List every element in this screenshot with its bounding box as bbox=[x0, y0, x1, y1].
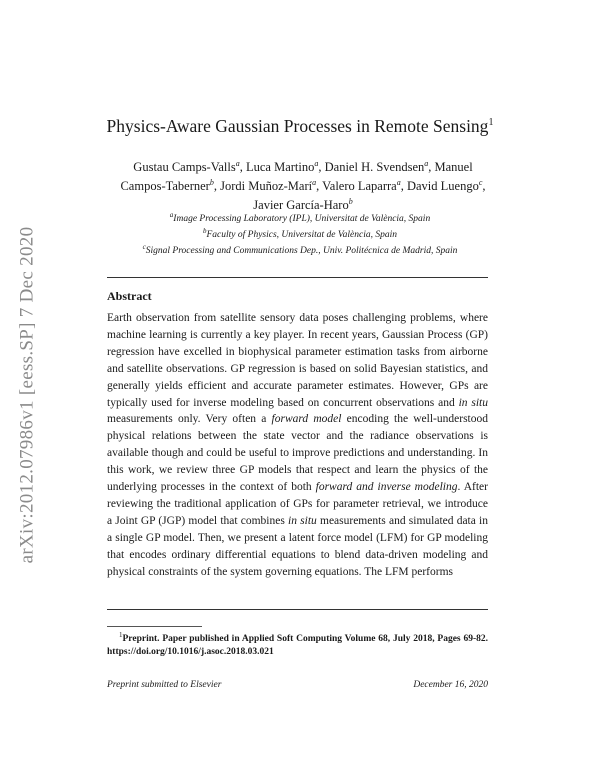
affiliation-mark: b bbox=[203, 227, 207, 236]
footnote-rule bbox=[107, 626, 202, 627]
affiliation-text: Signal Processing and Communications Dep., Univ. Politécnica de Madrid, Spain bbox=[145, 246, 458, 257]
abstract-text: measurements and simulated data in a single GP model. Then, we present a latent force model (LFM) for GP modeling that encodes ordinary differential equations to blend data-driven modeling and physical constraints of the system governing equations. The LFM performs bbox=[107, 514, 488, 578]
paper-title-text: Physics-Aware Gaussian Processes in Remote Sensing bbox=[106, 116, 489, 136]
author-name: Manuel Campos-Taberner bbox=[120, 160, 473, 194]
author bbox=[133, 160, 239, 174]
abstract-text: encoding the well-understood physical relations between the state vector and the radiance observations is available though and could be useful to improve predictions and understanding. In this work, we review three GP models that respect and learn the physics of the underlying processes in the context of both bbox=[107, 413, 488, 494]
author-affiliation-mark: b bbox=[348, 197, 353, 207]
author bbox=[325, 160, 429, 174]
author-affiliation-mark: a bbox=[314, 159, 319, 168]
affiliation-text: Faculty of Physics, Universitat de València, Spain bbox=[206, 230, 397, 241]
affiliation-list bbox=[100, 209, 500, 257]
affiliation bbox=[100, 209, 500, 225]
author-name: Daniel H. Svendsen bbox=[324, 160, 425, 175]
footer-preprint-note: Preprint submitted to Elsevier bbox=[107, 680, 222, 690]
author-name: Valero Laparra bbox=[322, 179, 397, 194]
author-affiliation-mark: a bbox=[396, 178, 401, 188]
footnote bbox=[107, 629, 488, 659]
arxiv-sidebar bbox=[12, 205, 42, 585]
author-affiliation-mark: b bbox=[209, 178, 214, 188]
abstract-body bbox=[107, 310, 488, 581]
abstract-emphasis: forward model bbox=[271, 413, 342, 426]
author-list: Gustau Camps-Valls$^a$, Luca Martino$^a$, Daniel H. Svendsen$^a$, Manuel Campos-Taberner$^b$, Jordi Muñoz-Marí$^a$, Valero Laparra$^a$, David Luengo$^c$, Javier García-Haro$^b$ bbox=[120, 159, 486, 213]
abstract-emphasis: in situ bbox=[458, 396, 488, 409]
author bbox=[407, 179, 482, 193]
author-name: Luca Martino bbox=[245, 160, 315, 175]
author-name: David Luengo bbox=[406, 179, 479, 194]
affiliation bbox=[100, 241, 500, 257]
affiliation-mark: c bbox=[142, 243, 146, 252]
author-affiliation-mark: a bbox=[424, 159, 429, 168]
author bbox=[220, 179, 316, 193]
author-name: Jordi Muñoz-Marí bbox=[220, 179, 313, 194]
top-rule bbox=[107, 277, 488, 278]
author bbox=[322, 179, 401, 193]
author bbox=[246, 160, 318, 174]
title-footnote-mark: 1 bbox=[488, 117, 494, 129]
author-affiliation-mark: a bbox=[235, 159, 240, 168]
author-affiliation-mark: a bbox=[312, 178, 317, 188]
arxiv-identifier: arXiv:2012.07986v1 [eess.SP] 7 Dec 2020 bbox=[16, 226, 37, 564]
abstract-heading: Abstract bbox=[107, 289, 152, 303]
affiliation bbox=[100, 225, 500, 241]
footnote-mark: 1 bbox=[119, 631, 123, 639]
abstract-emphasis: forward and inverse modeling bbox=[315, 481, 458, 494]
author-name: Javier García-Haro bbox=[253, 198, 349, 213]
abstract-text: Earth observation from satellite sensory data poses challenging problems, where machine learning is currently a key player. In recent years, Gaussian Process (GP) regression have excelled in biophysical parameter estimation tasks from airborne and satellite observations. GP regression is based on solid Bayesian statistics, and generally yields efficient and accurate parameter estimates. However, GPs are typically used for inverse modeling based on concurrent observations and bbox=[107, 312, 488, 409]
abstract-text: measurements only. Very often a bbox=[107, 413, 272, 426]
paper-title bbox=[100, 116, 500, 137]
author-affiliation-mark: c bbox=[478, 178, 483, 188]
affiliation-mark: a bbox=[169, 211, 174, 219]
footnote-text: Preprint. Paper published in Applied Soft Computing Volume 68, July 2018, Pages 69-82. https://doi.org/10.1016/j.asoc.2018.03.021 bbox=[107, 634, 488, 658]
bottom-rule bbox=[107, 609, 488, 610]
abstract-emphasis: in situ bbox=[288, 514, 317, 527]
footer-date: December 16, 2020 bbox=[413, 680, 488, 690]
abstract-text: . After reviewing the traditional application of GPs for parameter retrieval, we introduce a Joint GP (JGP) model that combines bbox=[107, 481, 488, 527]
affiliation-text: Image Processing Laboratory (IPL), Universitat de València, Spain bbox=[173, 214, 431, 225]
author-name: Gustau Camps-Valls bbox=[133, 160, 236, 175]
